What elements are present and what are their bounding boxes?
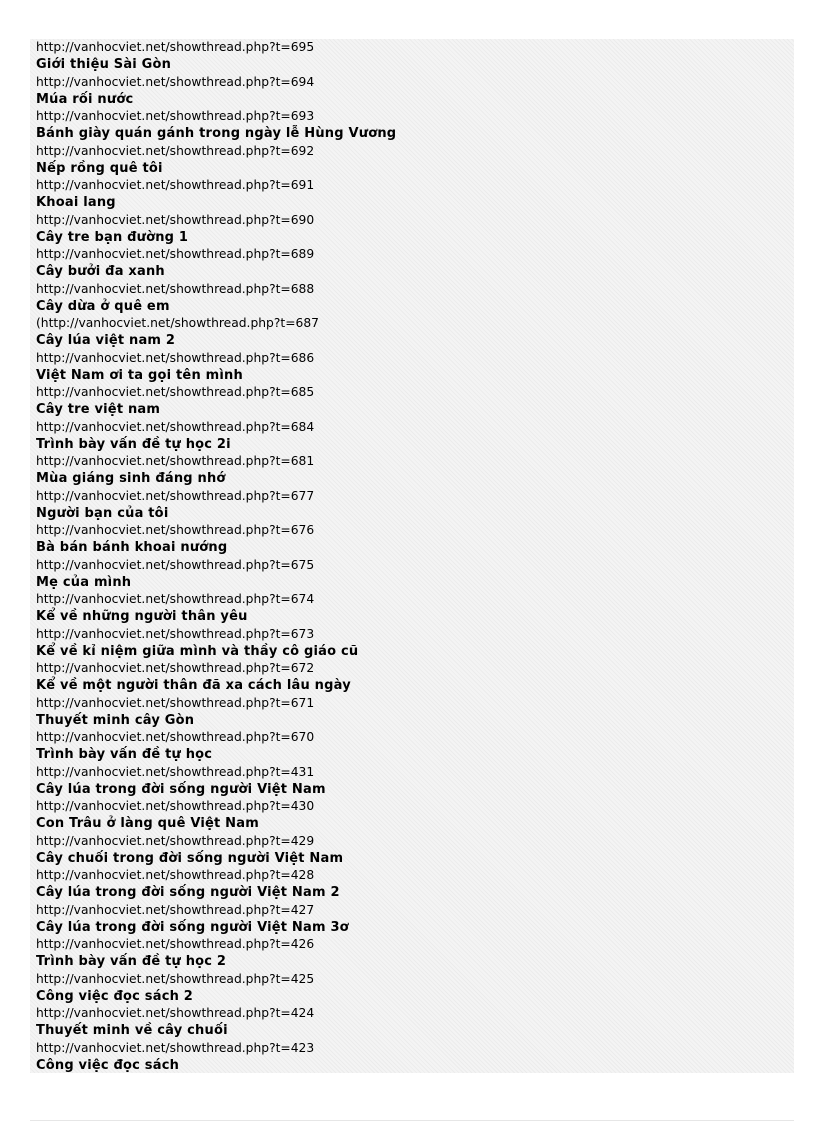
thread-url-link[interactable]: http://vanhocviet.net/showthread.php?t=673 xyxy=(36,626,315,641)
list-item xyxy=(36,626,776,661)
thread-url-link[interactable]: http://vanhocviet.net/showthread.php?t=424 xyxy=(36,1006,315,1020)
thread-title: Mẹ của mình xyxy=(36,574,132,590)
thread-url-link[interactable]: http://vanhocviet.net/showthread.php?t=689 xyxy=(36,247,315,261)
thread-url-link[interactable]: http://vanhocviet.net/showthread.php?t=685 xyxy=(36,385,315,399)
list-item xyxy=(36,902,776,937)
thread-title: Trình bày vấn đề tự học 2i xyxy=(36,436,231,452)
thread-title: Múa rối nước xyxy=(36,91,134,107)
thread-url-link[interactable]: http://vanhocviet.net/showthread.php?t=428 xyxy=(36,868,315,882)
list-item xyxy=(36,315,776,350)
list-item xyxy=(36,419,776,454)
thread-title: Người bạn của tôi xyxy=(36,505,169,521)
list-item xyxy=(36,660,776,695)
thread-url-link[interactable]: http://vanhocviet.net/showthread.php?t=427 xyxy=(36,902,315,917)
list-item xyxy=(36,971,776,1006)
thread-url-link[interactable]: http://vanhocviet.net/showthread.php?t=695 xyxy=(36,40,315,54)
thread-title: Cây lúa trong đời sống người Việt Nam xyxy=(36,781,326,797)
thread-title: Nếp rồng quê tôi xyxy=(36,160,163,176)
thread-url-link[interactable]: http://vanhocviet.net/showthread.php?t=426 xyxy=(36,937,315,951)
list-item xyxy=(36,74,776,109)
list-item xyxy=(36,281,776,316)
thread-title: Khoai lang xyxy=(36,195,116,211)
thread-title: Thuyết minh cây Gòn xyxy=(36,712,195,728)
thread-title: Cây bưởi đa xanh xyxy=(36,264,165,280)
list-item xyxy=(36,108,776,143)
thread-url-link[interactable]: http://vanhocviet.net/showthread.php?t=423 xyxy=(36,1040,315,1055)
list-item xyxy=(36,350,776,385)
list-item xyxy=(36,695,776,730)
list-item xyxy=(36,833,776,868)
thread-title: Cây tre việt nam xyxy=(36,402,161,418)
thread-title: Cây lúa trong đời sống người Việt Nam 3ơ xyxy=(36,919,349,935)
thread-title: Cây tre bạn đường 1 xyxy=(36,229,189,245)
thread-title: Con Trâu ở làng quê Việt Nam xyxy=(36,816,259,832)
list-item xyxy=(36,488,776,523)
thread-title: Trình bày vấn đề tự học 2 xyxy=(36,954,227,970)
thread-title: Cây dừa ở quê em xyxy=(36,298,170,314)
thread-title: Kể về một người thân đã xa cách lâu ngày xyxy=(36,678,351,694)
thread-url-link[interactable]: (http://vanhocviet.net/showthread.php?t=687 xyxy=(36,316,319,330)
thread-title: Cây lúa việt nam 2 xyxy=(36,333,176,349)
thread-url-link[interactable]: http://vanhocviet.net/showthread.php?t=681 xyxy=(36,454,315,468)
thread-url-link[interactable]: http://vanhocviet.net/showthread.php?t=690 xyxy=(36,212,315,227)
thread-url-link[interactable]: http://vanhocviet.net/showthread.php?t=686 xyxy=(36,350,315,365)
list-item xyxy=(36,729,776,764)
list-item xyxy=(36,557,776,592)
thread-url-link[interactable]: http://vanhocviet.net/showthread.php?t=688 xyxy=(36,281,315,296)
list-item xyxy=(36,867,776,902)
list-item xyxy=(36,453,776,488)
thread-url-link[interactable]: http://vanhocviet.net/showthread.php?t=670 xyxy=(36,730,315,744)
thread-link-list xyxy=(36,39,776,1074)
list-item xyxy=(36,936,776,971)
thread-url-link[interactable]: http://vanhocviet.net/showthread.php?t=672 xyxy=(36,661,315,675)
list-item xyxy=(36,764,776,799)
thread-title: Trình bày vấn đề tự học xyxy=(36,747,213,763)
list-item xyxy=(36,1040,776,1075)
list-item xyxy=(36,1005,776,1040)
thread-title: Việt Nam ơi ta gọi tên mình xyxy=(36,367,243,383)
thread-url-link[interactable]: http://vanhocviet.net/showthread.php?t=694 xyxy=(36,74,315,89)
thread-url-link[interactable]: http://vanhocviet.net/showthread.php?t=431 xyxy=(36,764,315,779)
list-item xyxy=(36,246,776,281)
thread-url-link[interactable]: http://vanhocviet.net/showthread.php?t=676 xyxy=(36,523,315,537)
list-item xyxy=(36,177,776,212)
thread-title: Mùa giáng sinh đáng nhớ xyxy=(36,471,226,487)
page-bottom-rule xyxy=(30,1120,794,1121)
thread-url-link[interactable]: http://vanhocviet.net/showthread.php?t=674 xyxy=(36,592,315,606)
list-item xyxy=(36,384,776,419)
thread-url-link[interactable]: http://vanhocviet.net/showthread.php?t=425 xyxy=(36,971,315,986)
thread-title: Thuyết minh về cây chuối xyxy=(36,1023,228,1039)
thread-url-link[interactable]: http://vanhocviet.net/showthread.php?t=684 xyxy=(36,419,315,434)
list-item xyxy=(36,212,776,247)
list-item xyxy=(36,591,776,626)
list-item xyxy=(36,39,776,74)
thread-title: Cây chuối trong đời sống người Việt Nam xyxy=(36,850,344,866)
thread-url-link[interactable]: http://vanhocviet.net/showthread.php?t=692 xyxy=(36,143,315,158)
list-item xyxy=(36,143,776,178)
thread-title: Kể về những người thân yêu xyxy=(36,609,248,625)
thread-url-link[interactable]: http://vanhocviet.net/showthread.php?t=675 xyxy=(36,557,315,572)
thread-title: Bà bán bánh khoai nướng xyxy=(36,540,228,556)
thread-title: Bánh giày quán gánh trong ngày lễ Hùng Vương xyxy=(36,126,397,142)
thread-title: Giới thiệu Sài Gòn xyxy=(36,57,172,73)
thread-title: Kể về kỉ niệm giữa mình và thầy cô giáo cũ xyxy=(36,643,359,659)
thread-url-link[interactable]: http://vanhocviet.net/showthread.php?t=677 xyxy=(36,488,315,503)
thread-url-link[interactable]: http://vanhocviet.net/showthread.php?t=691 xyxy=(36,178,315,192)
list-item xyxy=(36,522,776,557)
thread-title: Cây lúa trong đời sống người Việt Nam 2 xyxy=(36,885,340,901)
list-item xyxy=(36,798,776,833)
thread-title: Công việc đọc sách xyxy=(36,1057,180,1073)
thread-url-link[interactable]: http://vanhocviet.net/showthread.php?t=693 xyxy=(36,109,315,123)
thread-url-link[interactable]: http://vanhocviet.net/showthread.php?t=430 xyxy=(36,799,315,813)
thread-url-link[interactable]: http://vanhocviet.net/showthread.php?t=671 xyxy=(36,695,315,710)
thread-title: Công việc đọc sách 2 xyxy=(36,988,194,1004)
thread-url-link[interactable]: http://vanhocviet.net/showthread.php?t=429 xyxy=(36,833,315,848)
